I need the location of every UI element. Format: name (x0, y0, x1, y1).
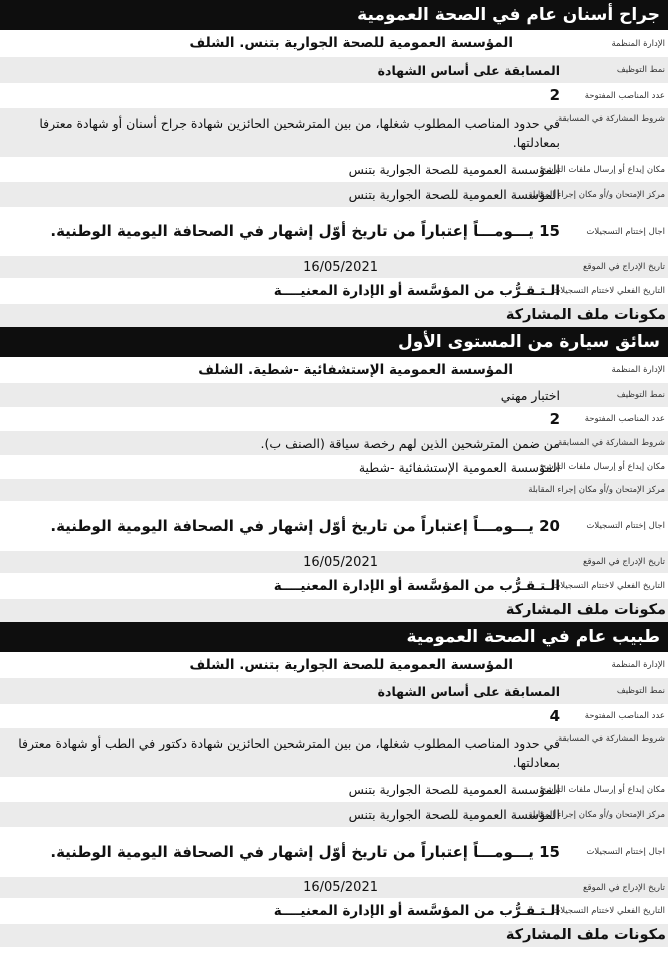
row-conditions (0, 431, 668, 455)
field-value: المسابقة على أساس الشهادة (377, 683, 560, 699)
section-title: سائق سيارة من المستوى الأول (0, 327, 668, 357)
field-label: شروط المشاركة في المسابقة (557, 734, 665, 744)
row-organizing-admin (0, 30, 668, 57)
field-label: الإدارة المنظمة (611, 660, 665, 670)
field-label: عدد المناصب المفتوحة (584, 414, 665, 424)
field-label: تاريخ الإدراج في الموقع (583, 882, 665, 893)
row-submission-place (0, 157, 668, 182)
row-exam-center (0, 802, 668, 827)
field-label: اجال إختتام التسجيلات (586, 226, 665, 237)
row-recruitment-mode (0, 678, 668, 704)
field-label: مركز الإمتحان و/أو مكان إجراء المقابلة (528, 189, 665, 200)
field-value: في حدود المناصب المطلوب شغلها، من بين المترشحين الحائزين شهادة دكتور في الطب أو شهادة معترفا بمعادلتها. (18, 735, 560, 770)
field-label: تاريخ الإدراج في الموقع (583, 262, 665, 272)
section-footer: مكونات ملف المشاركة (0, 304, 668, 327)
field-value: المؤسسة العمومية للصحة الجوارية بتنس (348, 807, 560, 822)
row-open-positions (0, 704, 668, 728)
row-exam-center (0, 182, 668, 207)
field-label: نمط التوظيف (616, 65, 665, 75)
field-label: نمط التوظيف (616, 390, 665, 400)
section-title: جراح أسنان عام في الصحة العمومية (0, 0, 668, 30)
row-submission-place (0, 777, 668, 802)
field-value: المؤسسة العمومية للصحة الجوارية بتنس (348, 782, 560, 797)
field-label: تاريخ الإدراج في الموقع (583, 557, 665, 567)
field-label: اجال إختتام التسجيلات (586, 521, 665, 531)
row-actual-close-date (0, 898, 668, 924)
field-label: عدد المناصب المفتوحة (584, 711, 665, 721)
row-open-positions (0, 83, 668, 108)
field-label: مكان إيداع أو إرسال ملفات الترشح (540, 462, 665, 472)
field-label: الإدارة المنظمة (611, 38, 665, 49)
field-label: اجال إختتام التسجيلات (586, 847, 665, 857)
field-label: مركز الإمتحان و/أو مكان إجراء المقابلة (528, 809, 665, 820)
row-posting-date (0, 256, 668, 278)
field-label: التاريخ الفعلي لاختتام التسجيلات (552, 581, 665, 591)
field-value: 15 يـــومـــاً إعتباراً من تاريخ أوّل إشهار في الصحافة اليومية الوطنية. (50, 222, 560, 240)
row-exam-center (0, 479, 668, 501)
field-value: اختبار مهني (500, 387, 560, 403)
field-value: الـتـقـرُّب من المؤسَّسة أو الإدارة المعنيــــة (273, 282, 560, 299)
field-value: في حدود المناصب المطلوب شغلها، من بين المترشحين الحائزين شهادة جراح أسنان أو شهادة معترفا بمعادلتها. (39, 115, 560, 150)
field-label: شروط المشاركة في المسابقة (557, 438, 665, 448)
field-label: مكان إيداع أو إرسال ملفات الترشح (540, 164, 665, 175)
row-organizing-admin (0, 357, 668, 383)
section-title: طبيب عام في الصحة العمومية (0, 622, 668, 652)
field-value (0, 479, 568, 501)
row-submission-place (0, 455, 668, 479)
row-posting-date (0, 551, 668, 573)
field-value: 16/05/2021 (303, 554, 378, 570)
field-value: المؤسسة العمومية للصحة الجوارية بتنس (348, 162, 560, 177)
field-label: مكان إيداع أو إرسال ملفات الترشح (540, 784, 665, 795)
field-value: 16/05/2021 (303, 259, 378, 275)
field-value: المؤسسة العمومية الإستشفائية -شطية (358, 459, 560, 475)
field-value: من ضمن المترشحين الذين لهم رخصة سياقة (الصنف ب). (260, 435, 560, 451)
field-value: 2 (549, 86, 560, 104)
field-label: مركز الإمتحان و/أو مكان إجراء المقابلة (528, 485, 665, 495)
row-registration-deadline (0, 501, 668, 551)
row-posting-date (0, 877, 668, 898)
row-recruitment-mode (0, 383, 668, 407)
field-value: المؤسسة العمومية للصحة الجوارية بتنس (348, 187, 560, 202)
field-value: 16/05/2021 (303, 880, 378, 895)
field-value: 4 (549, 706, 560, 725)
field-label: شروط المشاركة في المسابقة (557, 114, 665, 124)
field-value: 20 يـــومـــاً إعتباراً من تاريخ أوّل إشهار في الصحافة اليومية الوطنية. (50, 516, 560, 535)
section-footer: مكونات ملف المشاركة (0, 599, 668, 622)
field-value: الـتـقـرُّب من المؤسَّسة أو الإدارة المعنيــــة (273, 902, 560, 919)
row-conditions (0, 728, 668, 777)
row-conditions (0, 108, 668, 157)
row-recruitment-mode (0, 57, 668, 83)
field-value: 15 يـــومـــاً إعتباراً من تاريخ أوّل إشهار في الصحافة اليومية الوطنية. (50, 842, 560, 861)
field-label: التاريخ الفعلي لاختتام التسجيلات (552, 906, 665, 916)
row-registration-deadline (0, 207, 668, 256)
field-value: المؤسسة العمومية الإستشفائية -شطية. الشلف (198, 361, 513, 378)
row-actual-close-date (0, 278, 668, 304)
row-open-positions (0, 407, 668, 431)
field-value: المؤسسة العمومية للصحة الجوارية بتنس. الشلف (189, 656, 513, 673)
field-value: المسابقة على أساس الشهادة (377, 62, 560, 78)
field-label: الإدارة المنظمة (611, 365, 665, 375)
field-label: التاريخ الفعلي لاختتام التسجيلات (552, 286, 665, 296)
row-organizing-admin (0, 652, 668, 678)
field-value: 2 (549, 409, 560, 428)
field-value: المؤسسة العمومية للصحة الجوارية بتنس. الشلف (189, 35, 513, 51)
field-label: نمط التوظيف (616, 686, 665, 696)
row-actual-close-date (0, 573, 668, 599)
field-label: عدد المناصب المفتوحة (584, 90, 665, 101)
row-registration-deadline (0, 827, 668, 877)
section-footer: مكونات ملف المشاركة (0, 924, 668, 947)
field-value: الـتـقـرُّب من المؤسَّسة أو الإدارة المعنيــــة (273, 577, 560, 594)
